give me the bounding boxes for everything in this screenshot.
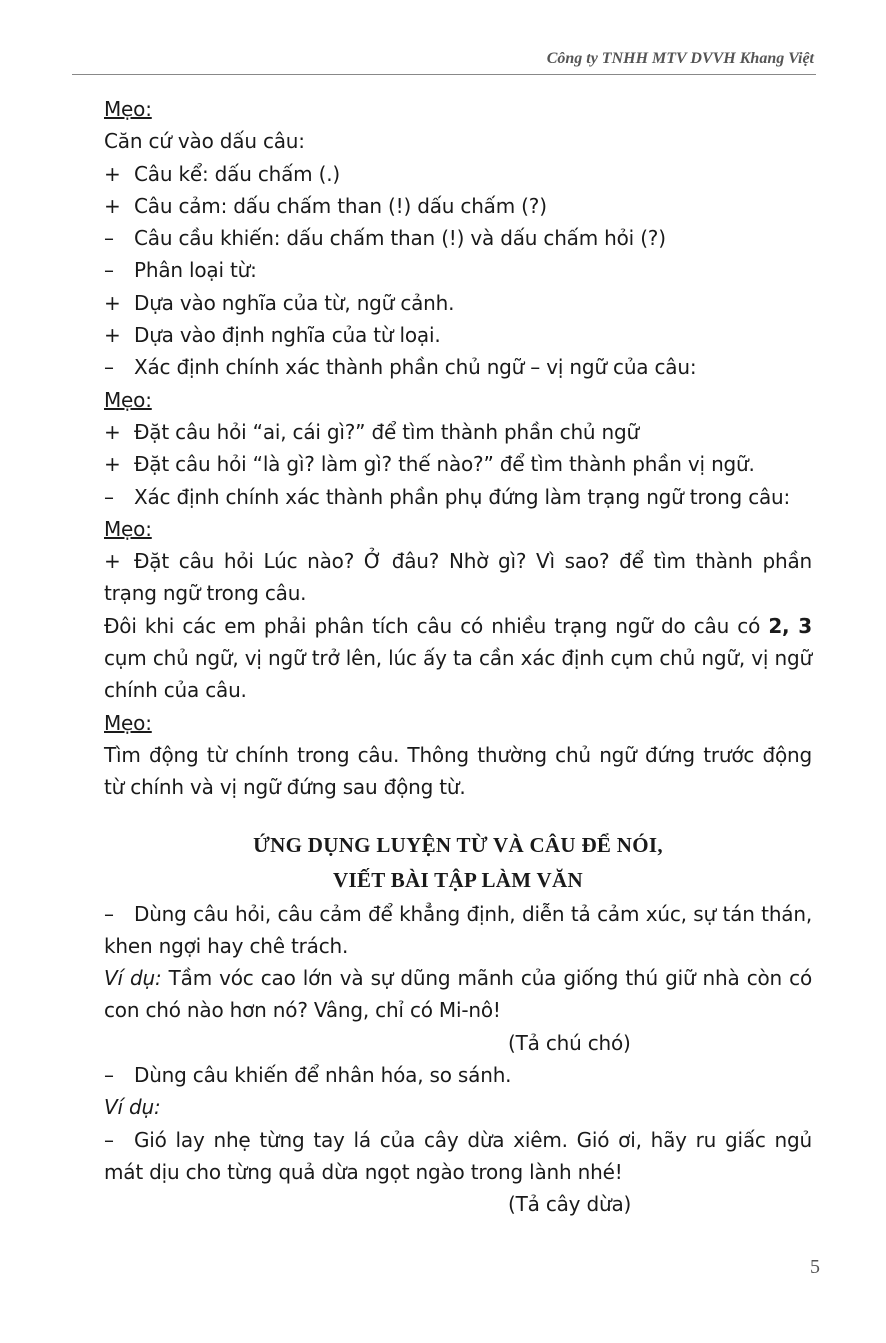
list-item: – Gió lay nhẹ từng tay lá của cây dừa xiêm. Gió ơi, hãy ru giấc ngủ mát dịu cho từng quả dừa ngọt ngào trong lành nhé! bbox=[104, 1127, 812, 1184]
list-item: – Xác định chính xác thành phần phụ đứng làm trạng ngữ trong câu: bbox=[104, 484, 791, 509]
page-header: Công ty TNHH MTV DVVH Khang Việt bbox=[546, 50, 814, 67]
list-item: – Dùng câu hỏi, câu cảm để khẳng định, diễn tả cảm xúc, sự tán thán, khen ngợi hay chê trách. bbox=[104, 901, 812, 958]
list-item: + Dựa vào định nghĩa của từ loại. bbox=[104, 323, 441, 348]
meo-label: Mẹo: bbox=[104, 387, 152, 412]
document-body bbox=[104, 93, 812, 1221]
header-rule bbox=[72, 74, 816, 75]
example-paragraph: Ví dụ: Tầm vóc cao lớn và sự dũng mãnh của giống thú giữ nhà còn có con chó nào hơn nó? Vâng, chỉ có Mi-nô! bbox=[104, 966, 812, 1023]
example-source: (Tả chú chó) bbox=[508, 1030, 631, 1055]
list-item: + Câu kể: dấu chấm (.) bbox=[104, 161, 340, 186]
list-item: – Phân loại từ: bbox=[104, 258, 257, 283]
example-label: Ví dụ: bbox=[104, 1095, 161, 1120]
page-number: 5 bbox=[810, 1256, 820, 1278]
paragraph: Tìm động từ chính trong câu. Thông thường chủ ngữ đứng trước động từ chính và vị ngữ đứng sau động từ. bbox=[104, 742, 812, 800]
list-item: – Câu cầu khiến: dấu chấm than (!) và dấu chấm hỏi (?) bbox=[104, 226, 666, 251]
list-item: + Đặt câu hỏi “ai, cái gì?” để tìm thành phần chủ ngữ bbox=[104, 419, 639, 444]
list-item: – Xác định chính xác thành phần chủ ngữ – vị ngữ của câu: bbox=[104, 355, 697, 380]
list-item: – Dùng câu khiến để nhân hóa, so sánh. bbox=[104, 1063, 512, 1088]
list-item: + Đặt câu hỏi “là gì? làm gì? thế nào?” để tìm thành phần vị ngữ. bbox=[104, 452, 755, 477]
meo-label: Mẹo: bbox=[104, 516, 152, 541]
list-item: + Dựa vào nghĩa của từ, ngữ cảnh. bbox=[104, 290, 455, 315]
example-source: (Tả cây dừa) bbox=[508, 1192, 632, 1217]
list-item: + Đặt câu hỏi Lúc nào? Ở đâu? Nhờ gì? Vì sao? để tìm thành phần trạng ngữ trong câu. bbox=[104, 549, 812, 606]
paragraph: Đôi khi các em phải phân tích câu có nhiều trạng ngữ do câu có 2, 3 cụm chủ ngữ, vị ngữ trở lên, lúc ấy ta cần xác định cụm chủ ngữ, vị ngữ chính của câu. bbox=[104, 613, 813, 703]
meo-label: Mẹo: bbox=[104, 97, 152, 121]
paragraph: Căn cứ vào dấu câu: bbox=[104, 129, 305, 154]
list-item: + Câu cảm: dấu chấm than (!) dấu chấm (?) bbox=[104, 193, 547, 218]
section-heading: ỨNG DỤNG LUYỆN TỪ VÀ CÂU ĐỂ NÓI, VIẾT BÀI TẬP LÀM VĂN bbox=[253, 832, 663, 892]
meo-label: Mẹo: bbox=[104, 710, 152, 735]
